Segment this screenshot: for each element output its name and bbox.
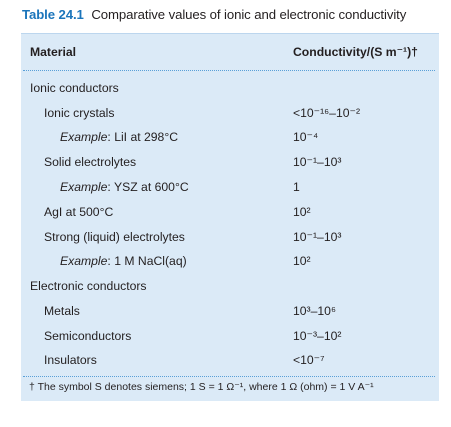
example-label: Example [60,180,108,194]
table-row [21,152,439,172]
row-conductivity: 10⁻¹–10³ [293,230,342,244]
row-conductivity: 10³–10⁶ [293,304,336,318]
row-material: Semiconductors [44,329,132,343]
table-row [21,177,439,197]
table-caption [22,7,406,22]
example-label: Example [60,130,108,144]
table-row [21,350,439,370]
row-material: Ionic crystals [44,106,115,120]
row-material: AgI at 500°C [44,205,114,219]
row-material: Electronic conductors [30,279,147,293]
row-conductivity: 10² [293,205,311,219]
row-conductivity: 10⁻⁴ [293,130,319,144]
table-row [21,301,439,321]
row-conductivity: 10⁻¹–10³ [293,155,342,169]
row-material: Insulators [44,353,97,367]
row-material [60,251,187,271]
table-row [21,103,439,123]
header-conductivity: Conductivity/(S m⁻¹)† [293,45,418,59]
table-row [21,202,439,222]
header-material: Material [30,45,77,59]
row-conductivity: 1 [293,180,300,194]
footer-divider [23,376,435,377]
example-text: : LiI at 298°C [107,130,179,144]
table-row [21,251,439,271]
table-row [21,78,439,98]
example-text: : YSZ at 600°C [107,180,189,194]
row-conductivity: 10² [293,254,311,268]
row-material [60,127,178,147]
row-conductivity: <10⁻¹⁶–10⁻² [293,106,361,120]
table-row [21,276,439,296]
example-text: : 1 M NaCl(aq) [107,254,187,268]
table-row [21,227,439,247]
row-conductivity: <10⁻⁷ [293,353,325,367]
row-material: Metals [44,304,80,318]
row-conductivity: 10⁻³–10² [293,329,342,343]
example-label: Example [60,254,108,268]
table-row [21,127,439,147]
conductivity-table [21,33,439,401]
row-material: Ionic conductors [30,81,119,95]
table-title: Comparative values of ionic and electronic conductivity [91,7,407,22]
table-number: Table 24.1 [22,7,84,22]
table-header-row [21,34,439,67]
row-material: Strong (liquid) electrolytes [44,230,185,244]
table-row [21,326,439,346]
row-material [60,177,189,197]
header-divider [23,70,435,71]
table-footnote: † The symbol S denotes siemens; 1 S = 1 Ω⁻¹, where 1 Ω (ohm) = 1 V A⁻¹ [29,381,374,393]
row-material: Solid electrolytes [44,155,137,169]
